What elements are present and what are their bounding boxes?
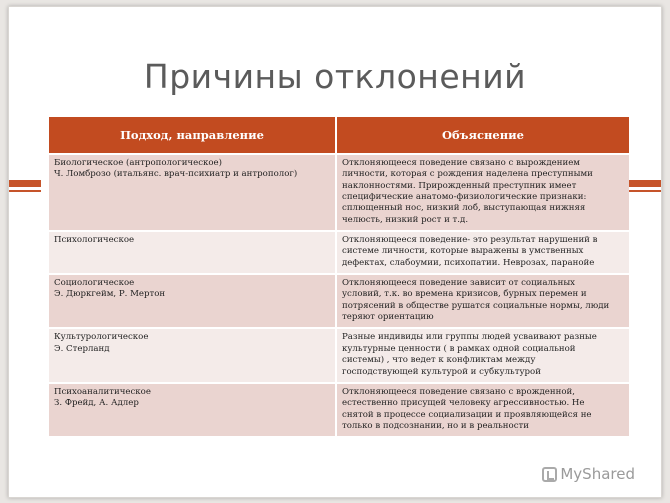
approach-cell [49, 274, 336, 328]
explanation-line: только в подсознании, но и в реальности [342, 420, 529, 431]
approach-cell [49, 231, 336, 274]
explanation-line: специфические анатомо-физиологические признаки: [342, 192, 587, 203]
logo-icon [542, 467, 557, 482]
explanation-cell [336, 383, 629, 436]
explanation-line: челюсть, низкий рост и т.д. [342, 214, 469, 225]
explanation-line: личности, которая с рождения наделена преступными [342, 169, 593, 180]
approach-line: Э. Стерланд [54, 343, 110, 354]
approach-line: Социологическое [54, 278, 135, 289]
approach-line: Психоаналитическое [54, 386, 151, 397]
approach-cell [49, 328, 336, 382]
approach-line: Ч. Ломброзо (итальянс. врач-психиатр и антрополог) [54, 169, 298, 180]
explanation-line: снятой в процессе социализации и проявляющейся не [342, 409, 592, 420]
table-header-row [49, 117, 629, 154]
left-accent-bar [9, 180, 41, 187]
explanation-line: Разные индивиды или группы людей усваивают разные [342, 332, 597, 343]
explanation-line: наклонностями. Прирожденный преступник имеет [342, 180, 577, 191]
explanation-line: условий, т.к. во времена кризисов, бурных перемен и [342, 289, 587, 300]
table-row [49, 328, 629, 382]
explanation-cell [336, 231, 629, 274]
explanation-line: господствующей культурой и субкультурой [342, 366, 541, 377]
approach-line: Э. Дюркгейм, Р. Мертон [54, 289, 166, 300]
watermark-text: MyShared [560, 465, 635, 483]
explanation-cell [336, 154, 629, 231]
approach-line: Биологическое (антропологическое) [54, 158, 222, 168]
explanation-cell [336, 328, 629, 382]
approach-cell [49, 383, 336, 436]
explanation-line: потрясений в обществе рушатся социальные нормы, люди [342, 300, 610, 311]
slide [8, 6, 662, 498]
explanation-cell [336, 274, 629, 328]
table-row [49, 231, 629, 274]
slide-title: Причины отклонений [143, 57, 527, 96]
explanation-line: естественно присущей человеку агрессивностью. Не [342, 398, 585, 409]
explanation-line: Отклоняющееся поведение связано с врожденной, [342, 386, 575, 397]
explanation-line: дефектах, слабоумии, психопатии. Неврозах, паранойе [342, 257, 595, 268]
explanation-line: Отклоняющееся поведение связано с вырождением [342, 158, 580, 168]
table-row [49, 154, 629, 231]
watermark [542, 465, 635, 483]
approach-line: Психологическое [54, 235, 135, 246]
header-approach: Подход, направление [49, 117, 336, 154]
approach-cell [49, 154, 336, 231]
causes-table [49, 117, 629, 436]
explanation-line: Отклоняющееся поведение зависит от социальных [342, 278, 576, 289]
left-accent-line [9, 190, 41, 192]
explanation-line: Отклоняющееся поведение- это результат нарушений в [342, 235, 598, 246]
explanation-line: сплющенный нос, низкий лоб, выступающая нижняя [342, 203, 586, 214]
explanation-line: культурные ценности ( в рамках одной социальной [342, 343, 576, 354]
approach-line: Культурологическое [54, 332, 149, 343]
table-row [49, 274, 629, 328]
explanation-line: системе личности, которые выражены в умственных [342, 246, 584, 257]
table-row [49, 383, 629, 436]
header-explanation: Объяснение [336, 117, 629, 154]
explanation-line: теряют ориентацию [342, 312, 434, 323]
explanation-line: системы) , что ведет к конфликтам между [342, 355, 536, 366]
approach-line: З. Фрейд, А. Адлер [54, 398, 139, 409]
